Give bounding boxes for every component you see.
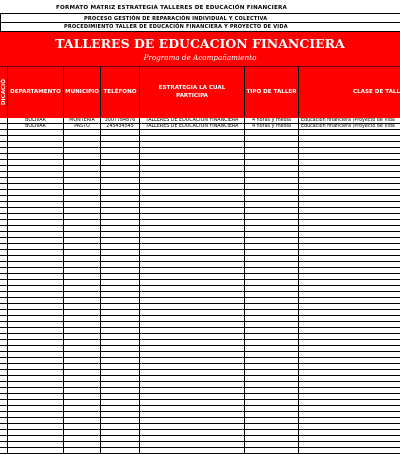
column-header[interactable]: TELÉFONO (101, 66, 140, 118)
table-cell[interactable] (299, 448, 400, 454)
table-cell[interactable]: 245434545 (101, 124, 140, 130)
column-header[interactable]: ESTRATEGIA LA CUAL PARTICIPA (140, 66, 245, 118)
table-cell[interactable] (140, 448, 245, 454)
table-cell[interactable]: 4 horas y media (245, 118, 299, 124)
header-divider (0, 22, 400, 23)
header-divider (0, 13, 400, 14)
table-cell[interactable]: BOLIVAR (8, 124, 64, 130)
table-cell[interactable]: Educación financiera (Proyecto de Vida (299, 124, 400, 130)
table-cell[interactable]: BOLIVAR (8, 118, 64, 124)
document-title: FORMATO MATRIZ ESTRATEGIA TALLERES DE EDUCACIÓN FINANCIERA (56, 5, 288, 11)
table-cell[interactable]: TALLERES DE EDUCACIÓN FINANCIERA (140, 124, 245, 130)
column-header[interactable]: MUNICIPIO (64, 66, 101, 118)
header-border (0, 14, 1, 32)
table-cell[interactable]: MONTERIA (64, 118, 101, 124)
banner-title: TALLERES DE EDUCACION FINANCIERA (55, 36, 345, 51)
banner-subtitle: Programa de Acompañamiento (143, 53, 257, 62)
table-cell[interactable] (101, 448, 140, 454)
process-label: PROCESO GESTIÓN DE REPARACIÓN INDIVIDUAL Y COLECTIVA (84, 16, 268, 22)
procedure-label: PROCEDIMIENTO TALLER DE EDUCACIÓN FINANCIERA Y PROYECTO DE VIDA (64, 24, 288, 30)
table-cell[interactable]: 4 horas y media (245, 124, 299, 130)
data-grid (0, 118, 400, 450)
table-cell[interactable]: 3007784876 (101, 118, 140, 124)
column-header[interactable]: CLASE DE TALL (299, 66, 400, 118)
column-header[interactable]: DEPARTAMENTO (8, 66, 64, 118)
banner (0, 32, 400, 66)
column-header[interactable]: TIPO DE TALLER (245, 66, 299, 118)
column-header[interactable]: DICACIÓ (0, 66, 8, 118)
table-cell[interactable] (64, 448, 101, 454)
table-cell[interactable] (245, 448, 299, 454)
table-cell[interactable] (8, 448, 64, 454)
table-cell[interactable]: PASTO (64, 124, 101, 130)
table-header-row (0, 66, 400, 118)
table-cell[interactable] (0, 448, 8, 454)
table-cell[interactable]: Educación financiera (Proyecto de Vida (299, 118, 400, 124)
table-cell[interactable]: TALLERES DE EDUCACIÓN FINANCIERA (140, 118, 245, 124)
